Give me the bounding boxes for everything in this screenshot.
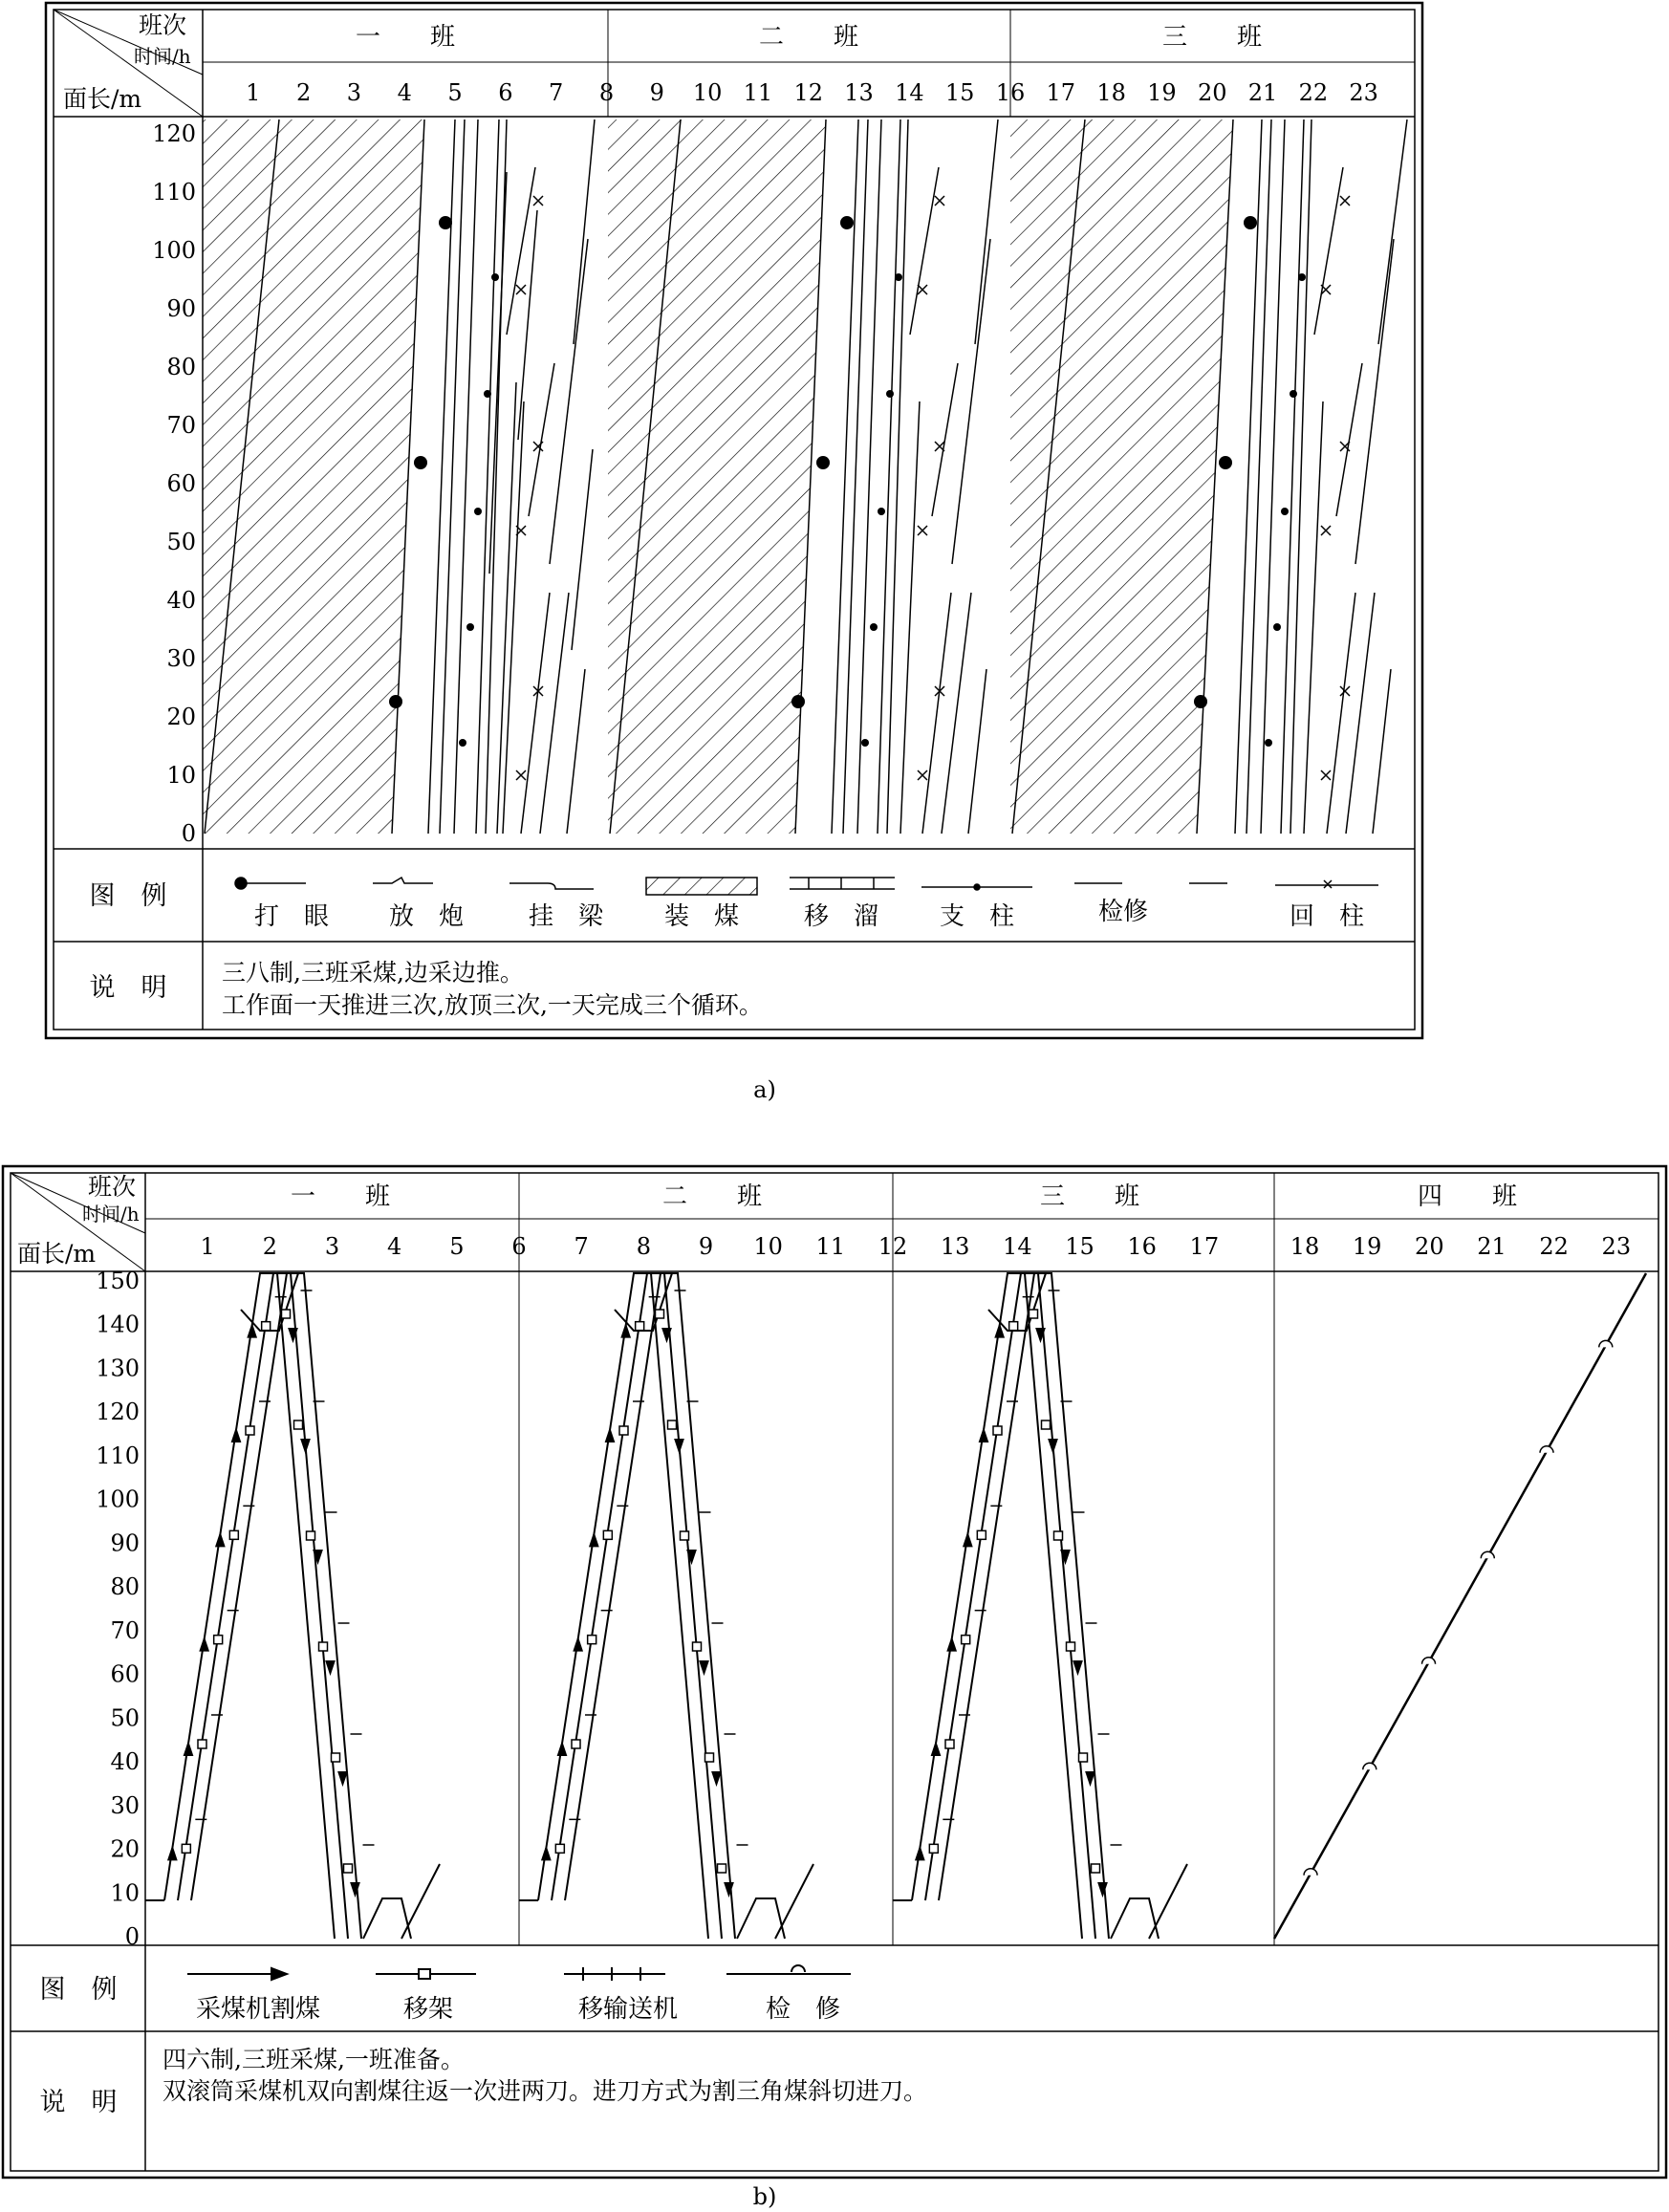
prop-withdraw-marker xyxy=(918,770,927,780)
hour-label: 11 xyxy=(815,1233,846,1260)
y-tick-label: 80 xyxy=(110,1573,140,1601)
maintenance-marker xyxy=(1481,1551,1494,1558)
hour-label: 17 xyxy=(1189,1233,1220,1260)
y-tick-label: 0 xyxy=(124,1923,140,1950)
hour-label: 14 xyxy=(1003,1233,1032,1260)
legend-items xyxy=(187,1965,851,1981)
cutting-cycle-1 xyxy=(145,1273,440,1939)
note-line-1: 四六制,三班采煤,一班准备。 xyxy=(163,2046,465,2073)
cutting-cycle-3 xyxy=(893,1273,1187,1939)
legend-move-conveyor: 移 溜 xyxy=(803,902,879,931)
drill-marker xyxy=(1244,216,1257,229)
y-tick-label: 40 xyxy=(166,587,196,614)
y-tick-label: 10 xyxy=(110,1879,140,1907)
hour-label: 3 xyxy=(346,79,362,106)
drill-marker xyxy=(1219,456,1232,469)
drill-marker xyxy=(840,216,854,229)
y-tick-label: 70 xyxy=(166,412,196,439)
hour-label: 10 xyxy=(753,1233,783,1260)
drill-marker xyxy=(439,216,452,229)
y-tick-label: 130 xyxy=(96,1355,140,1382)
prop-withdraw-marker xyxy=(935,196,944,206)
y-tick-label: 80 xyxy=(166,354,196,380)
prop-withdraw-marker xyxy=(516,285,526,294)
hour-label: 10 xyxy=(692,79,723,106)
y-tick-label: 10 xyxy=(166,762,196,789)
legend-maintenance: 检修 xyxy=(1097,898,1149,926)
hour-label: 13 xyxy=(940,1233,970,1260)
shift-label-2: 二 班 xyxy=(758,23,859,52)
hour-label: 16 xyxy=(1127,1233,1157,1260)
prop-marker xyxy=(1290,390,1297,398)
prop-marker xyxy=(484,390,491,398)
hour-label: 23 xyxy=(1349,79,1378,106)
y-tick-label: 30 xyxy=(110,1791,140,1819)
maintenance-marker xyxy=(1304,1869,1317,1876)
prop-marker xyxy=(1281,508,1289,515)
prop-marker xyxy=(878,508,885,515)
y-tick-label: 50 xyxy=(110,1704,140,1732)
prop-withdraw-marker xyxy=(533,196,543,206)
note-title: 说 明 xyxy=(39,2088,118,2117)
corner-top-label: 班次 xyxy=(139,11,187,39)
hour-label: 5 xyxy=(447,79,463,106)
legend-load-coal: 装 煤 xyxy=(663,902,740,931)
y-tick-label: 50 xyxy=(166,529,196,555)
prop-marker xyxy=(1265,739,1272,747)
y-tick-label: 90 xyxy=(110,1529,140,1557)
y-tick-label: 60 xyxy=(110,1660,140,1688)
hour-label: 15 xyxy=(944,79,975,106)
hour-label: 19 xyxy=(1352,1233,1382,1260)
prop-withdraw-marker xyxy=(516,770,526,780)
legend-hang-beam: 挂 梁 xyxy=(528,902,604,931)
hour-label: 12 xyxy=(878,1233,908,1260)
prop-marker xyxy=(459,739,466,747)
hour-label: 4 xyxy=(387,1233,402,1260)
prop-withdraw-marker xyxy=(1321,526,1331,535)
y-tick-label: 60 xyxy=(166,470,196,497)
hour-label: 22 xyxy=(1539,1233,1569,1260)
prop-marker xyxy=(895,273,902,281)
prop-marker xyxy=(474,508,482,515)
hour-label: 21 xyxy=(1477,1233,1506,1260)
y-tick-label: 90 xyxy=(166,295,196,322)
hour-label: 6 xyxy=(498,79,513,106)
prop-marker xyxy=(870,623,878,631)
legend-drill: 打 眼 xyxy=(253,902,330,931)
shift-label-4: 四 班 xyxy=(1417,1182,1518,1211)
legend-maintenance: 检 修 xyxy=(765,1995,841,2024)
y-tick-label: 20 xyxy=(166,704,196,730)
caption-b: b) xyxy=(752,2183,777,2210)
hour-label: 20 xyxy=(1197,79,1227,106)
corner-top-label: 班次 xyxy=(88,1173,137,1201)
hour-label: 15 xyxy=(1065,1233,1095,1260)
y-tick-label: 30 xyxy=(166,645,196,672)
y-tick-label: 0 xyxy=(181,820,196,847)
y-tick-label: 120 xyxy=(96,1399,140,1426)
loading-block-1 xyxy=(203,119,424,834)
hour-label: 2 xyxy=(295,79,312,106)
hour-label: 23 xyxy=(1601,1233,1632,1260)
hour-label: 4 xyxy=(397,79,412,106)
hour-label: 9 xyxy=(649,79,664,106)
hour-label: 5 xyxy=(449,1233,465,1260)
prop-withdraw-marker xyxy=(1340,686,1350,696)
prop-withdraw-marker xyxy=(1321,770,1331,780)
hour-label: 22 xyxy=(1298,79,1329,106)
shift-label-1: 一 班 xyxy=(355,23,456,52)
prop-marker xyxy=(1298,273,1306,281)
hour-label: 14 xyxy=(895,79,924,106)
drill-marker xyxy=(791,695,805,708)
legend-move-conveyor: 移输送机 xyxy=(577,1995,679,2024)
legend-title: 图 例 xyxy=(89,881,167,911)
prop-withdraw-marker xyxy=(1340,196,1350,206)
y-tick-label: 150 xyxy=(96,1268,140,1294)
hour-label: 17 xyxy=(1046,79,1076,106)
hour-label: 19 xyxy=(1147,79,1177,106)
note-title: 说 明 xyxy=(89,973,167,1003)
corner-bottom-label: 面长/m xyxy=(63,85,142,113)
y-tick-label: 100 xyxy=(96,1486,140,1513)
legend-title: 图 例 xyxy=(39,1975,118,2005)
prop-marker xyxy=(1273,623,1281,631)
prop-withdraw-marker xyxy=(533,442,543,451)
shift-label-3: 三 班 xyxy=(1039,1182,1140,1211)
maintenance-line xyxy=(1274,1273,1646,1939)
hour-label: 16 xyxy=(995,79,1026,106)
prop-withdraw-marker xyxy=(918,526,927,535)
shift-label-1: 一 班 xyxy=(290,1182,391,1211)
legend-shearer-cutting: 采煤机割煤 xyxy=(195,1995,321,2024)
hour-label: 18 xyxy=(1096,79,1126,106)
legend-prop: 支 柱 xyxy=(939,902,1015,931)
prop-withdraw-marker xyxy=(935,442,944,451)
legend-items xyxy=(235,878,1378,895)
hour-label: 18 xyxy=(1290,1233,1320,1260)
loading-block-3 xyxy=(1010,119,1233,834)
maintenance-marker xyxy=(1422,1658,1436,1664)
y-tick-label: 40 xyxy=(110,1748,140,1776)
hour-label: 6 xyxy=(511,1233,527,1260)
prop-marker xyxy=(886,390,894,398)
drill-marker xyxy=(1194,695,1207,708)
hour-label: 8 xyxy=(598,79,615,106)
y-tick-label: 110 xyxy=(152,179,196,206)
legend-withdraw-prop: 回 柱 xyxy=(1289,902,1365,931)
y-tick-label: 20 xyxy=(110,1835,140,1863)
drill-marker xyxy=(816,456,830,469)
hour-label: 3 xyxy=(324,1233,340,1260)
corner-bottom-label: 面长/m xyxy=(17,1240,97,1268)
maintenance-marker xyxy=(1540,1446,1553,1453)
hour-label: 1 xyxy=(200,1233,215,1260)
cutting-cycle-2 xyxy=(519,1273,813,1939)
note-line-2: 工作面一天推进三次,放顶三次,一天完成三个循环。 xyxy=(222,991,763,1019)
caption-a: a) xyxy=(753,1076,776,1103)
drill-marker xyxy=(414,456,427,469)
hour-label: 11 xyxy=(743,79,773,106)
hour-label: 9 xyxy=(698,1233,714,1260)
hour-label: 20 xyxy=(1415,1233,1444,1260)
loading-block-2 xyxy=(608,119,826,834)
prop-withdraw-marker xyxy=(918,285,927,294)
hour-label: 7 xyxy=(549,79,564,106)
hour-label: 2 xyxy=(262,1233,277,1260)
prop-marker xyxy=(491,273,499,281)
hour-label: 13 xyxy=(844,79,874,106)
maintenance-marker xyxy=(1599,1340,1613,1347)
drill-marker xyxy=(389,695,402,708)
prop-marker xyxy=(861,739,869,747)
y-tick-label: 70 xyxy=(110,1616,140,1644)
note-line-2: 双滚筒采煤机双向割煤往返一次进两刀。进刀方式为割三角煤斜切进刀。 xyxy=(163,2077,928,2105)
shift-label-2: 二 班 xyxy=(661,1182,763,1211)
hour-label: 21 xyxy=(1247,79,1278,106)
note-line-1: 三八制,三班采煤,边采边推。 xyxy=(222,959,524,987)
y-tick-label: 140 xyxy=(96,1311,140,1338)
y-tick-label: 100 xyxy=(152,237,196,264)
y-tick-label: 110 xyxy=(96,1442,140,1469)
diagram-b xyxy=(0,1109,1669,2212)
corner-middle-label: 时间/h xyxy=(82,1203,140,1225)
hour-label: 8 xyxy=(636,1233,651,1260)
legend-blast: 放 炮 xyxy=(388,902,465,931)
hour-label: 1 xyxy=(246,79,261,106)
corner-middle-label: 时间/h xyxy=(134,45,191,68)
maintenance-marker xyxy=(1363,1763,1376,1769)
hour-label: 12 xyxy=(793,79,824,106)
shift-label-3: 三 班 xyxy=(1161,23,1263,52)
hour-label: 7 xyxy=(574,1233,589,1260)
y-tick-label: 120 xyxy=(152,120,196,147)
legend-move-support: 移架 xyxy=(402,1995,454,2024)
prop-marker xyxy=(466,623,474,631)
